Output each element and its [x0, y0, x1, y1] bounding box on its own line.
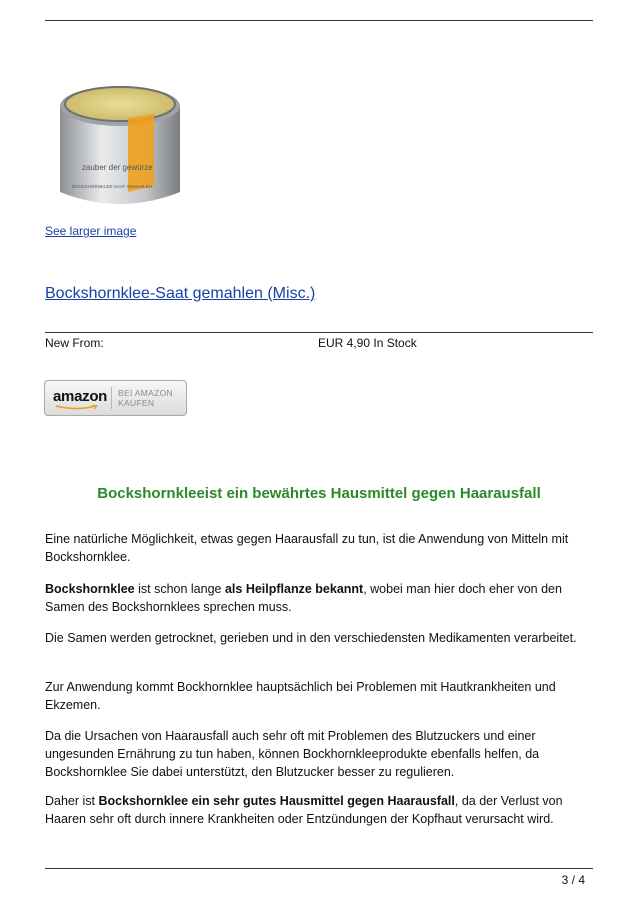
- paragraph-2: [45, 580, 595, 616]
- amazon-cta-line1: BEI AMAZON: [118, 388, 173, 398]
- paragraph-6-bold: Bockshornklee ein sehr gutes Hausmittel gegen Haarausfall: [98, 794, 455, 808]
- amazon-cta-line2: KAUFEN: [118, 398, 155, 408]
- paragraph-2-text-1: ist schon lange: [134, 582, 225, 596]
- amazon-button-divider: [111, 387, 112, 409]
- paragraph-2-bold-2: als Heilpflanze bekannt: [224, 582, 364, 596]
- paragraph-4: Zur Anwendung kommt Bockhornklee hauptsächlich bei Problemen mit Hautkrankheiten und Ekzemen.: [45, 680, 556, 712]
- amazon-button-cta: [118, 388, 173, 408]
- jar-product-text: BOCKSHORNKLEE-SAAT GEMAHLEN: [72, 184, 152, 189]
- paragraph-2-text-2: , wobei man hier doch eher von den Samen des Bockshornklees sprechen muss.: [45, 582, 562, 614]
- paragraph-6-text-2: , da der Verlust von Haaren sehr oft durch innere Krankheiten oder Entzündungen der Kopfhaut verursacht wird.: [45, 794, 563, 826]
- offer-divider: [45, 332, 593, 333]
- page-number: 3 / 4: [561, 873, 585, 887]
- buy-at-amazon-button[interactable]: [44, 380, 187, 416]
- product-jar-image[interactable]: [50, 74, 190, 216]
- offer-label: New From:: [45, 336, 104, 350]
- offer-price: EUR 4,90 In Stock: [318, 336, 417, 350]
- footer-divider: [45, 868, 593, 869]
- paragraph-1: Eine natürliche Möglichkeit, etwas gegen Haarausfall zu tun, ist die Anwendung von Mitteln mit Bockshornklee.: [45, 532, 569, 564]
- paragraph-3: Die Samen werden getrocknet, gerieben und in den verschiedensten Medikamenten verarbeitet.: [45, 631, 577, 645]
- amazon-logo: amazon: [53, 388, 108, 405]
- paragraph-6-text-1: Daher ist: [45, 794, 99, 808]
- paragraph-2-bold-1: Bockshornklee: [45, 582, 135, 596]
- amazon-smile-icon: [55, 405, 99, 410]
- top-divider: [45, 20, 593, 21]
- paragraph-6: [45, 792, 595, 828]
- paragraph-5: Da die Ursachen von Haarausfall auch sehr oft mit Problemen des Blutzuckers und einer ungesunden Ernährung zu tun haben, können Bockhornkleeprodukte ebenfalls helfen, da Bockshornklee Sie dabei unterstützt, den Blutzucker besser zu regulieren.: [45, 729, 540, 779]
- product-title-link[interactable]: Bockshornklee-Saat gemahlen (Misc.): [45, 285, 316, 302]
- article-heading: Bockshornkleeist ein bewährtes Hausmittel gegen Haarausfall: [97, 485, 541, 502]
- see-larger-image-link[interactable]: See larger image: [45, 224, 137, 238]
- jar-brand-text: zauber der gewürze: [82, 163, 153, 172]
